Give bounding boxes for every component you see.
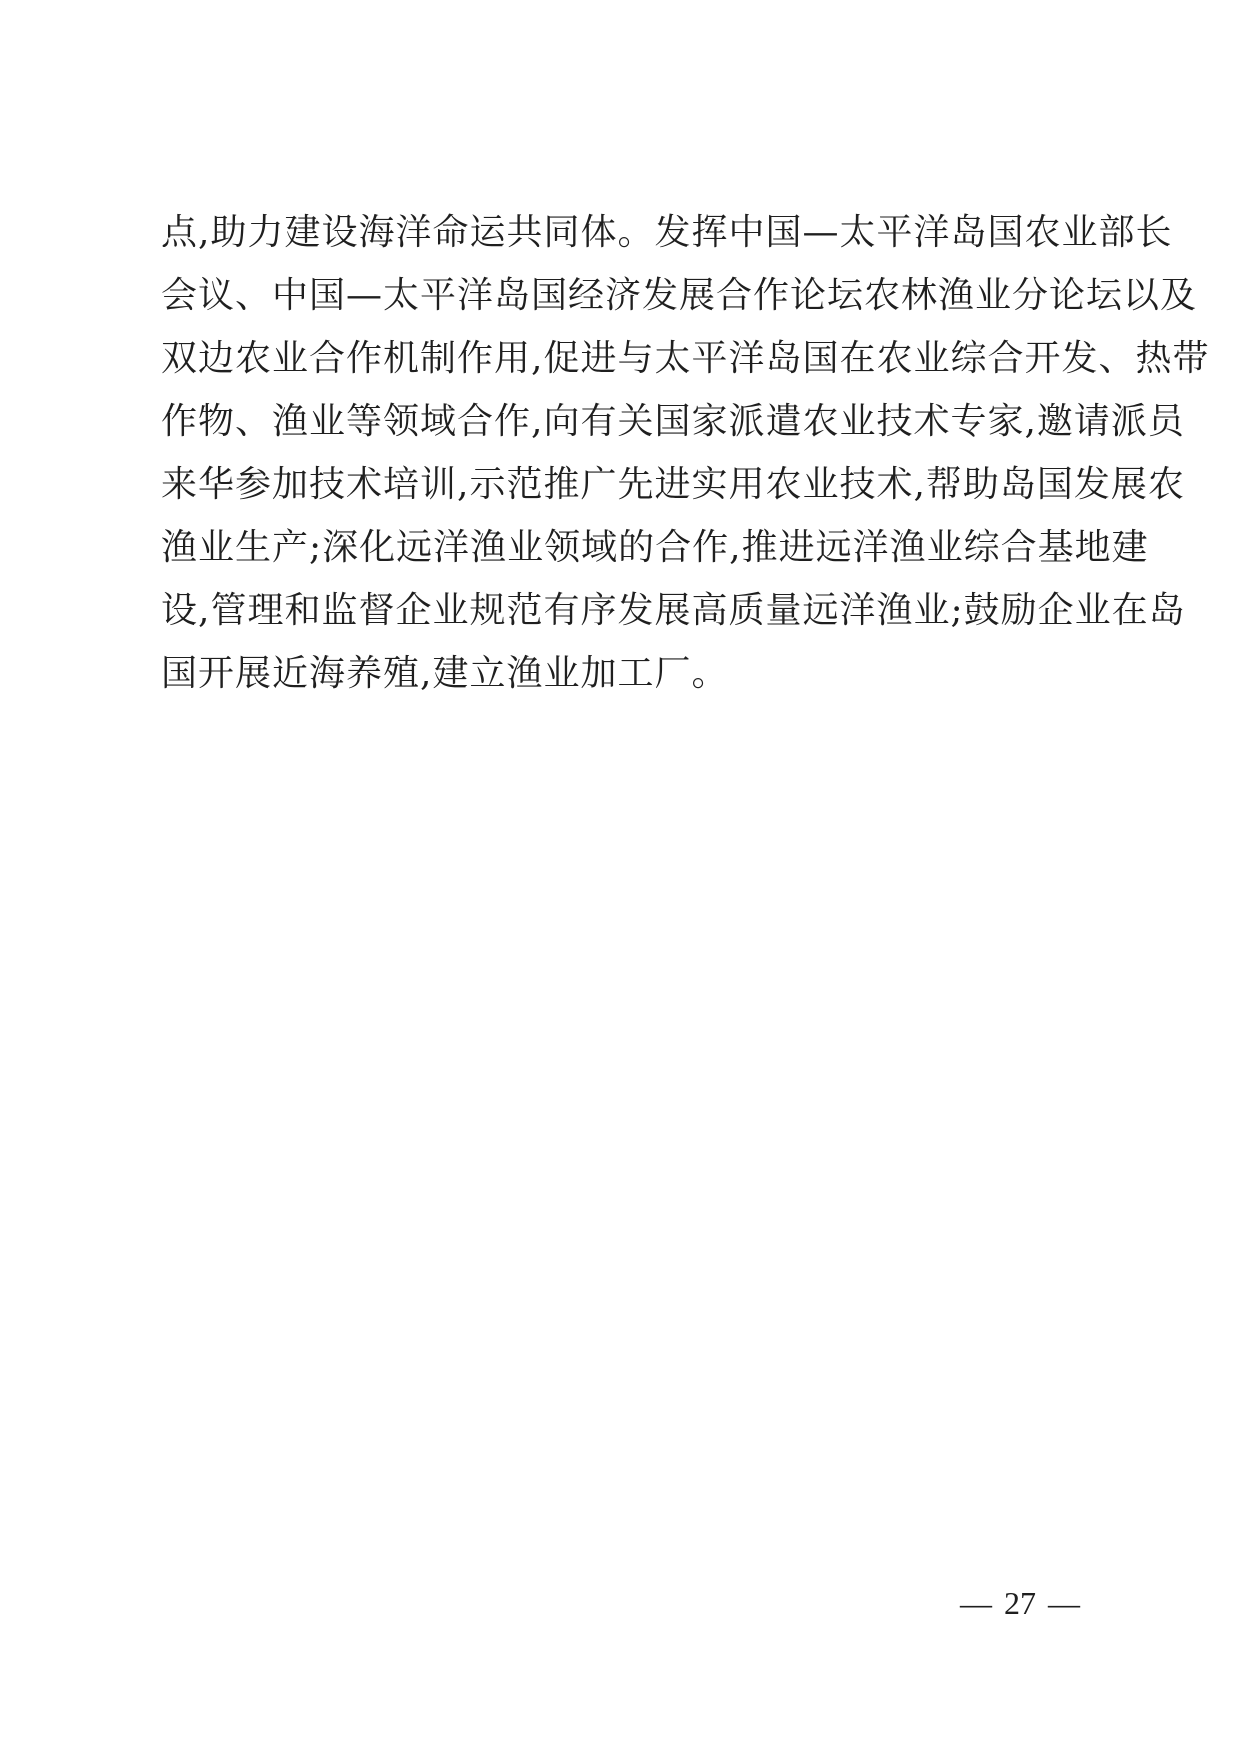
text-line-3: 双边农业合作机制作用,促进与太平洋岛国在农业综合开发、热带: [161, 338, 1210, 379]
page-number: [930, 1578, 1080, 1628]
text-line-5: 来华参加技术培训,示范推广先进实用农业技术,帮助岛国发展农: [161, 464, 1185, 505]
text-line-8: 国开展近海养殖,建立渔业加工厂。: [161, 653, 729, 694]
page-number-left-dash: —: [960, 1585, 992, 1621]
text-line-4: 作物、渔业等领域合作,向有关国家派遣农业技术专家,邀请派员: [161, 401, 1185, 442]
text-line-7: 设,管理和监督企业规范有序发展高质量远洋渔业;鼓励企业在岛: [161, 590, 1186, 631]
text-line-6: 渔业生产;深化远洋渔业领域的合作,推进远洋渔业综合基地建: [161, 527, 1149, 568]
body-paragraph: [161, 201, 1210, 705]
text-line-2: 会议、中国—太平洋岛国经济发展合作论坛农林渔业分论坛以及: [161, 275, 1198, 316]
page-number-right-dash: —: [1048, 1585, 1080, 1621]
page-number-value: 27: [1004, 1585, 1036, 1621]
text-line-1: 点,助力建设海洋命运共同体。发挥中国—太平洋岛国农业部长: [161, 212, 1173, 253]
